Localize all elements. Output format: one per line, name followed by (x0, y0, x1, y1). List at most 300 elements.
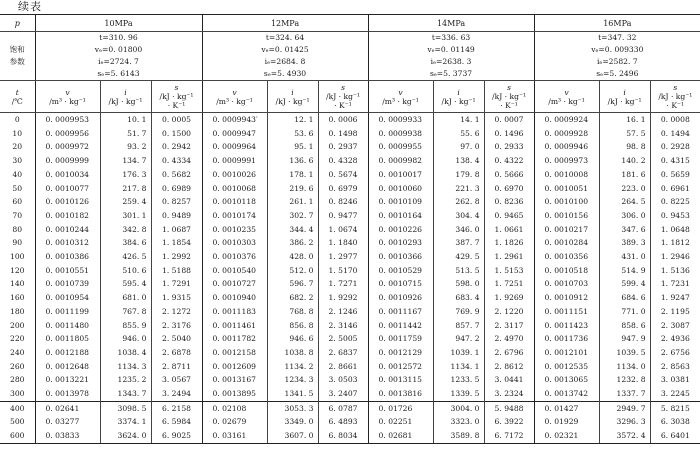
v-unit: /m³ · kg⁻¹ (49, 96, 86, 106)
enthalpy-cell: 3296. 3 (599, 415, 650, 429)
enthalpy-cell: 682. 2 (267, 291, 318, 305)
entropy-cell: 0. 2928 (650, 140, 700, 154)
specific-volume-cell: 0. 0011151 (534, 305, 599, 319)
enthalpy-cell: 3624. 0 (100, 429, 151, 443)
entropy-cell: 0. 9489 (151, 209, 202, 223)
enthalpy-cell: 384. 6 (100, 236, 151, 250)
specific-volume-cell: 0. 0010017 (368, 168, 433, 182)
entropy-cell: 6. 3922 (484, 415, 534, 429)
specific-volume-cell: 0. 0010068 (202, 182, 267, 196)
entropy-cell: 0. 6961 (650, 182, 700, 196)
entropy-cell: 6. 9025 (151, 429, 202, 443)
temperature-cell: 200 (10, 320, 25, 330)
entropy-cell: 5. 8215 (650, 401, 700, 415)
enthalpy-cell: 219. 6 (267, 182, 318, 196)
s-unit-line2: · K⁻¹ (334, 101, 352, 110)
enthalpy-cell: 1339. 5 (433, 387, 484, 401)
specific-volume-cell: 0. 01427 (534, 401, 599, 415)
entropy-cell: 2. 5005 (318, 332, 368, 346)
saturation-params-16mpa (534, 32, 700, 81)
specific-volume-cell: 0. 0013978 (35, 387, 100, 401)
saturation-v-value: vₑ=0. 01800 (94, 45, 143, 54)
specific-volume-cell: 0. 0010715 (368, 277, 433, 291)
entropy-cell: 2. 3087 (650, 319, 700, 333)
entropy-cell: 1. 9269 (484, 291, 534, 305)
enthalpy-cell: 769. 9 (433, 305, 484, 319)
specific-volume-cell: 0. 0010926 (368, 291, 433, 305)
enthalpy-cell: 3374. 1 (100, 415, 151, 429)
table-row (0, 332, 700, 346)
entropy-cell: 1. 9292 (318, 291, 368, 305)
entropy-cell: 0. 1496 (484, 127, 534, 141)
entropy-cell: 6. 3038 (650, 415, 700, 429)
s-unit-line1: /kJ · kg⁻¹ (658, 92, 693, 101)
pressure-12mpa: 12MPa (202, 15, 368, 32)
table-row (0, 250, 700, 264)
entropy-cell: 5. 9488 (484, 401, 534, 415)
specific-volume-cell: 0. 0012158 (202, 346, 267, 360)
enthalpy-cell: 428. 0 (267, 250, 318, 264)
entropy-cell: 0. 0007 (484, 113, 534, 127)
enthalpy-cell: 681. 0 (100, 291, 151, 305)
specific-volume-cell: 0. 0009982 (368, 154, 433, 168)
entropy-cell: 6. 2158 (151, 401, 202, 415)
enthalpy-cell: 14. 1 (433, 113, 484, 127)
specific-volume-cell: 0. 0010727 (202, 277, 267, 291)
entropy-cell: 1. 2946 (650, 250, 700, 264)
specific-volume-cell: 0. 0012188 (35, 346, 100, 360)
entropy-cell: 0. 2937 (318, 140, 368, 154)
column-header-row (0, 81, 700, 113)
entropy-cell: 6. 7172 (484, 429, 534, 443)
enthalpy-cell: 855. 9 (100, 319, 151, 333)
entropy-cell: 0. 5674 (318, 168, 368, 182)
enthalpy-cell: 304. 4 (433, 209, 484, 223)
temperature-cell: 400 (0, 401, 35, 415)
specific-volume-cell: 0. 0009928 (534, 127, 599, 141)
specific-volume-cell: 0. 0010026 (202, 168, 267, 182)
enthalpy-cell: 1038. 4 (100, 346, 151, 360)
entropy-cell: 0. 5659 (650, 168, 700, 182)
entropy-cell: 1. 7231 (650, 277, 700, 291)
enthalpy-cell: 595. 4 (100, 277, 151, 291)
entropy-cell: 0. 2933 (484, 140, 534, 154)
saturation-v-value: vₑ=0. 01425 (261, 45, 309, 54)
entropy-cell: 0. 1494 (650, 127, 700, 141)
entropy-cell: 3. 0503 (318, 373, 368, 387)
specific-volume-cell: 0. 0010366 (368, 250, 433, 264)
specific-volume-cell: 0. 0009955 (368, 140, 433, 154)
enthalpy-cell: 389. 3 (599, 236, 650, 250)
specific-volume-cell: 0. 02321 (534, 429, 599, 443)
enthalpy-cell: 1343. 7 (100, 387, 151, 401)
enthalpy-cell: 97. 0 (433, 140, 484, 154)
enthalpy-cell: 93. 2 (100, 140, 151, 154)
enthalpy-cell: 140. 2 (599, 154, 650, 168)
saturation-i-value: iₑ=2638. 3 (430, 57, 472, 66)
table-row (0, 182, 700, 196)
specific-volume-cell: 0. 0010235 (202, 223, 267, 237)
t-header (0, 81, 35, 113)
temperature-cell: 0 (14, 115, 20, 124)
p-label: p (0, 15, 35, 32)
enthalpy-cell: 429. 5 (433, 250, 484, 264)
saturation-s-value: sₑ=5. 4930 (263, 69, 307, 78)
specific-volume-cell: 0. 0010386 (35, 250, 100, 264)
entropy-cell: 0. 0006 (318, 113, 368, 127)
table-row (0, 373, 700, 387)
table-row (0, 195, 700, 209)
specific-volume-cell: 0. 02108 (202, 401, 267, 415)
temperature-cell: 100 (10, 252, 25, 262)
saturation-params-10mpa (35, 32, 202, 81)
enthalpy-cell: 306. 0 (599, 209, 650, 223)
entropy-cell: 2. 1272 (151, 305, 202, 319)
entropy-cell: 6. 5984 (151, 415, 202, 429)
specific-volume-cell: 0. 0010244 (35, 223, 100, 237)
specific-volume-cell: 0. 0010518 (534, 264, 599, 278)
entropy-cell: 1. 0661 (484, 223, 534, 237)
temperature-cell: 10 (12, 128, 23, 138)
i-header (100, 81, 151, 113)
specific-volume-cell: 0. 0009972 (35, 140, 100, 154)
entropy-cell: 3. 0567 (151, 373, 202, 387)
specific-volume-cell: 0. 0010540 (202, 264, 267, 278)
entropy-cell: 1. 1812 (650, 236, 700, 250)
enthalpy-cell: 57. 5 (599, 127, 650, 141)
enthalpy-cell: 55. 6 (433, 127, 484, 141)
table-row (0, 291, 700, 305)
v-header (35, 81, 100, 113)
specific-volume-cell: 0. 02251 (368, 415, 433, 429)
specific-volume-cell: 0. 0011805 (35, 332, 100, 346)
specific-volume-cell: 0. 03161 (202, 429, 267, 443)
specific-volume-cell: 0. 0010739 (35, 277, 100, 291)
enthalpy-cell: 138. 4 (433, 154, 484, 168)
specific-volume-cell: 0. 0010077 (35, 182, 100, 196)
entropy-cell: 0. 5682 (151, 168, 202, 182)
table-row (0, 429, 700, 443)
entropy-cell: 0. 2942 (151, 140, 202, 154)
entropy-cell: 0. 0005 (151, 113, 202, 127)
enthalpy-cell: 947. 2 (433, 332, 484, 346)
table-row (0, 305, 700, 319)
table-row (0, 346, 700, 360)
specific-volume-cell: 0. 0010156 (534, 209, 599, 223)
entropy-cell: 1. 7291 (151, 277, 202, 291)
enthalpy-cell: 176. 3 (100, 168, 151, 182)
specific-volume-cell: 0. 0012101 (534, 346, 599, 360)
entropy-cell: 0. 4328 (318, 154, 368, 168)
entropy-cell: 0. 8236 (484, 195, 534, 209)
specific-volume-cell: 0. 0010940 (202, 291, 267, 305)
entropy-cell: 6. 0787 (318, 401, 368, 415)
i-header (433, 81, 484, 113)
enthalpy-cell: 858. 6 (599, 319, 650, 333)
enthalpy-cell: 223. 0 (599, 182, 650, 196)
entropy-cell: 1. 1840 (318, 236, 368, 250)
v-unit: /m³ · kg⁻¹ (548, 96, 585, 106)
specific-volume-cell: 0. 0011442 (368, 319, 433, 333)
enthalpy-cell: 1235. 2 (100, 373, 151, 387)
specific-volume-cell: 0. 0012572 (368, 360, 433, 374)
entropy-cell: 2. 6837 (318, 346, 368, 360)
s-unit-line1: /kJ · kg⁻¹ (326, 92, 360, 101)
entropy-cell: 3. 0441 (484, 373, 534, 387)
enthalpy-cell: 264. 5 (599, 195, 650, 209)
i-unit: /kJ · kg⁻¹ (275, 96, 310, 106)
temperature-cell: 20 (12, 142, 23, 152)
entropy-cell: 2. 8711 (151, 360, 202, 374)
entropy-cell: 0. 9465 (484, 209, 534, 223)
entropy-cell: 2. 1246 (318, 305, 368, 319)
entropy-cell: 0. 4322 (484, 154, 534, 168)
entropy-cell: 6. 4893 (318, 415, 368, 429)
specific-volume-cell: 0. 0010954 (35, 291, 100, 305)
sat-label-line2: 参数 (9, 57, 25, 66)
enthalpy-cell: 1232. 8 (599, 373, 650, 387)
enthalpy-cell: 431. 0 (599, 250, 650, 264)
saturation-t-value: t=347. 32 (598, 33, 637, 42)
enthalpy-cell: 857. 7 (433, 319, 484, 333)
enthalpy-cell: 178. 1 (267, 168, 318, 182)
specific-volume-cell: 0. 0010060 (368, 182, 433, 196)
specific-volume-cell: 0. 02681 (368, 429, 433, 443)
saturation-params-12mpa (202, 32, 368, 81)
enthalpy-cell: 1234. 3 (267, 373, 318, 387)
specific-volume-cell: 0. 01929 (534, 415, 599, 429)
specific-volume-cell: 0. 0010303 (202, 236, 267, 250)
specific-volume-cell: 0. 0010703 (534, 277, 599, 291)
table-row (0, 264, 700, 278)
enthalpy-cell: 3589. 8 (433, 429, 484, 443)
enthalpy-cell: 301. 1 (100, 209, 151, 223)
specific-volume-cell: 0. 0010174 (202, 209, 267, 223)
enthalpy-cell: 596. 7 (267, 277, 318, 291)
enthalpy-cell: 10. 1 (100, 113, 151, 127)
temperature-cell: 240 (10, 347, 25, 357)
v-symbol: v (564, 87, 569, 97)
temperature-cell: 280 (10, 375, 25, 385)
specific-volume-cell: 0. 0009938 (368, 127, 433, 141)
temperature-cell: 60 (12, 197, 23, 207)
specific-volume-cell: 0. 0010217 (534, 223, 599, 237)
enthalpy-cell: 856. 8 (267, 319, 318, 333)
temperature-cell: 80 (12, 224, 23, 234)
specific-volume-cell: 0. 0009956 (35, 127, 100, 141)
specific-volume-cell: 0. 0010312 (35, 236, 100, 250)
enthalpy-cell: 53. 6 (267, 127, 318, 141)
i-symbol: i (623, 87, 626, 97)
specific-volume-cell: 0. 02679 (202, 415, 267, 429)
enthalpy-cell: 1341. 5 (267, 387, 318, 401)
saturation-t-value: t=336. 63 (431, 33, 471, 42)
enthalpy-cell: 261. 1 (267, 195, 318, 209)
saturation-s-value: sₑ=5. 6143 (97, 69, 140, 78)
specific-volume-cell: 0. 0010051 (534, 182, 599, 196)
enthalpy-cell: 426. 5 (100, 250, 151, 264)
enthalpy-cell: 946. 6 (267, 332, 318, 346)
specific-volume-cell: 0. 0009924 (534, 113, 599, 127)
s-unit-line1: /kJ · kg⁻¹ (159, 92, 194, 101)
entropy-cell: 2. 6756 (650, 346, 700, 360)
s-unit-line1: /kJ · kg⁻¹ (492, 92, 527, 101)
enthalpy-cell: 344. 4 (267, 223, 318, 237)
entropy-cell: 1. 7251 (484, 277, 534, 291)
enthalpy-cell: 512. 0 (267, 264, 318, 278)
specific-volume-cell: 0. 0010008 (534, 168, 599, 182)
specific-volume-cell: 0. 0010182 (35, 209, 100, 223)
enthalpy-cell: 599. 4 (599, 277, 650, 291)
entropy-cell: 1. 5153 (484, 264, 534, 278)
entropy-cell: 2. 6878 (151, 346, 202, 360)
specific-volume-cell: 0. 0013742 (534, 387, 599, 401)
enthalpy-cell: 98. 8 (599, 140, 650, 154)
enthalpy-cell: 221. 3 (433, 182, 484, 196)
temperature-cell: 40 (12, 169, 23, 179)
saturation-t-value: t=310. 96 (99, 33, 138, 42)
table-row (0, 236, 700, 250)
v-unit: /m³ · kg⁻¹ (216, 96, 253, 106)
specific-volume-cell: 0. 0011782 (202, 332, 267, 346)
entropy-cell: 1. 0674 (318, 223, 368, 237)
i-symbol: i (457, 87, 460, 97)
specific-volume-cell: 0. 0009964 (202, 140, 267, 154)
entropy-cell: 0. 4334 (151, 154, 202, 168)
temperature-cell: 600 (0, 429, 35, 443)
s-symbol: s (673, 83, 678, 92)
enthalpy-cell: 12. 1 (267, 113, 318, 127)
temperature-cell: 70 (12, 210, 23, 220)
s-header (318, 81, 368, 113)
enthalpy-cell: 3323. 0 (433, 415, 484, 429)
entropy-cell: 1. 2992 (151, 250, 202, 264)
specific-volume-cell: 0. 0010551 (35, 264, 100, 278)
specific-volume-cell: 0. 0012648 (35, 360, 100, 374)
entropy-cell: 0. 6970 (484, 182, 534, 196)
s-unit-line2: · K⁻¹ (167, 101, 186, 110)
v-unit: /m³ · kg⁻¹ (382, 96, 419, 106)
enthalpy-cell: 1134. 3 (100, 360, 151, 374)
saturation-row (0, 32, 700, 81)
specific-volume-cell: 0. 0009953 (35, 113, 100, 127)
specific-volume-cell: 0. 0009933 (368, 113, 433, 127)
entropy-cell: 3. 2245 (650, 387, 700, 401)
enthalpy-cell: 771. 0 (599, 305, 650, 319)
temperature-cell: 140 (10, 279, 25, 289)
enthalpy-cell: 136. 6 (267, 154, 318, 168)
i-symbol: i (291, 87, 294, 97)
table-row (0, 387, 700, 401)
pressure-row (0, 15, 700, 32)
i-unit: /kJ · kg⁻¹ (108, 96, 143, 106)
enthalpy-cell: 767. 8 (100, 305, 151, 319)
enthalpy-cell: 768. 8 (267, 305, 318, 319)
entropy-cell: 1. 0648 (650, 223, 700, 237)
table-row (0, 154, 700, 168)
entropy-cell: 0. 8257 (151, 195, 202, 209)
enthalpy-cell: 3349. 0 (267, 415, 318, 429)
specific-volume-cell: 0. 0010118 (202, 195, 267, 209)
entropy-cell: 3. 2324 (484, 387, 534, 401)
enthalpy-cell: 342. 8 (100, 223, 151, 237)
enthalpy-cell: 346. 0 (433, 223, 484, 237)
enthalpy-cell: 51. 7 (100, 127, 151, 141)
s-symbol: s (174, 83, 179, 92)
enthalpy-cell: 1337. 7 (599, 387, 650, 401)
specific-volume-cell: 0. 0012129 (368, 346, 433, 360)
enthalpy-cell: 1038. 8 (267, 346, 318, 360)
specific-volume-cell: 0. 0010100 (534, 195, 599, 209)
enthalpy-cell: 3004. 0 (433, 401, 484, 415)
saturation-t-value: t=324. 64 (265, 33, 305, 42)
entropy-cell: 2. 8661 (318, 360, 368, 374)
enthalpy-cell: 3607. 0 (267, 429, 318, 443)
pressure-10mpa: 10MPa (35, 15, 202, 32)
specific-volume-cell: 0. 0010164 (368, 209, 433, 223)
enthalpy-cell: 3098. 5 (100, 401, 151, 415)
i-header (599, 81, 650, 113)
enthalpy-cell: 598. 0 (433, 277, 484, 291)
specific-volume-cell: 0. 0011167 (368, 305, 433, 319)
enthalpy-cell: 514. 9 (599, 264, 650, 278)
v-symbol: v (232, 87, 237, 97)
specific-volume-cell: 0. 02641 (35, 401, 100, 415)
saturation-s-value: sₑ=5. 2496 (596, 69, 639, 78)
entropy-cell: 0. 1498 (318, 127, 368, 141)
entropy-cell: 0. 9453 (650, 209, 700, 223)
enthalpy-cell: 946. 0 (100, 332, 151, 346)
saturation-i-value: iₑ=2582. 7 (596, 57, 638, 66)
specific-volume-cell: 0. 03833 (35, 429, 100, 443)
specific-volume-cell: 0. 0011199 (35, 305, 100, 319)
specific-volume-cell: 0. 0010284 (534, 236, 599, 250)
temperature-cell: 90 (12, 238, 23, 248)
enthalpy-cell: 1039. 5 (599, 346, 650, 360)
specific-volume-cell: 0. 0009947 (202, 127, 267, 141)
entropy-cell: 0. 8246 (318, 195, 368, 209)
table-row (0, 113, 700, 127)
specific-volume-cell: 0. 0010912 (534, 291, 599, 305)
temperature-cell: 260 (10, 361, 25, 371)
entropy-cell: 0. 0008 (650, 113, 700, 127)
entropy-cell: 2. 8563 (650, 360, 700, 374)
enthalpy-cell: 1233. 5 (433, 373, 484, 387)
entropy-cell: 2. 1220 (484, 305, 534, 319)
entropy-cell: 0. 8225 (650, 195, 700, 209)
enthalpy-cell: 217. 8 (100, 182, 151, 196)
enthalpy-cell: 347. 6 (599, 223, 650, 237)
specific-volume-cell: 0. 0010529 (368, 264, 433, 278)
specific-volume-cell: 0. 0009973 (534, 154, 599, 168)
enthalpy-cell: 510. 6 (100, 264, 151, 278)
steam-property-table (0, 14, 700, 444)
enthalpy-cell: 3572. 4 (599, 429, 650, 443)
specific-volume-cell: 0. 0011183 (202, 305, 267, 319)
entropy-cell: 1. 2961 (484, 250, 534, 264)
enthalpy-cell: 262. 8 (433, 195, 484, 209)
saturation-s-value: sₑ=5. 3737 (429, 69, 473, 78)
enthalpy-cell: 134. 7 (100, 154, 151, 168)
specific-volume-cell: 0. 03277 (35, 415, 100, 429)
temperature-cell: 300 (10, 389, 25, 399)
specific-volume-cell: 0. 0010126 (35, 195, 100, 209)
enthalpy-cell: 2949. 7 (599, 401, 650, 415)
entropy-cell: 1. 1826 (484, 236, 534, 250)
s-unit-line2: · K⁻¹ (666, 101, 685, 110)
table-row (0, 401, 700, 415)
specific-volume-cell: 0. 0010376 (202, 250, 267, 264)
